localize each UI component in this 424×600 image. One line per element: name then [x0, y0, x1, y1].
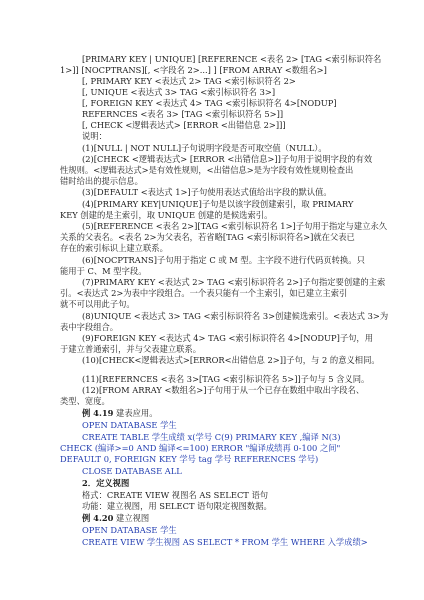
text-line: (3)[DEFAULT <表达式 1>]子句使用表达式值给出字段的默认值。 — [82, 187, 332, 197]
text-line: 就不可以用此子句。 — [60, 299, 135, 309]
text-line: (2)[CHECK <逻辑表达式> [ERROR <出错信息>]]子句用于说明字段的有效 — [82, 154, 373, 164]
text-line: 引。<表达式 2>为表中字段组合。一个表只能有一个主索引，如已建立主索引 — [60, 288, 348, 298]
text-line: 表中字段组合。 — [60, 322, 119, 332]
text-line: 关系的父表名。<表名 2>为父表名，若省略[TAG <索引标识符名>]就在父表已 — [60, 232, 355, 242]
text-line: 于建立普通索引，并与父表建立联系。 — [60, 344, 202, 354]
text-line: OPEN DATABASE 学生 — [82, 420, 177, 430]
text-line: [, PRIMARY KEY <表达式 2> TAG <索引标识符名 2> — [82, 76, 296, 86]
text-line: DEFAULT 0, FOREIGN KEY 学号 tag 学号 REFERENCES 学号) — [60, 454, 319, 464]
text-line: 1>]] [NOCPTRANS][, <字段名 2>...] ] [FROM ARRAY <数组名>] — [60, 65, 327, 75]
text-line: 说明： — [82, 131, 107, 141]
text-line: CREATE VIEW 学生视图 AS SELECT * FROM 学生 WHERE 入学成绩> — [82, 537, 368, 547]
text-line: (11)[REFERNCES <表名 3>[TAG <索引标识符名 5>]]子句与 5 含义同。 — [82, 374, 370, 384]
text-line: 能用于 C、M 型字段。 — [60, 266, 147, 276]
text-line: (1)[NULL | NOT NULL]子句说明字段是否可取空值（NULL）。 — [82, 143, 327, 153]
text-line: (12)[FROM ARRAY <数组名>]子句用于从一个已存在数组中取出字段名、 — [82, 385, 365, 395]
text-line: (4)[PRIMARY KEY|UNIQUE]子句是以该字段创建索引，取 PRIMARY — [82, 199, 354, 209]
text-line: 例 4.20 建立视图 — [82, 513, 150, 523]
text-line: REFERNCES <表名 3> [TAG <索引标识符名 5>]] — [82, 109, 284, 119]
text-line: KEY 创建的是主索引，取 UNIQUE 创建的是候选索引。 — [60, 210, 273, 220]
text-line: [PRIMARY KEY | UNIQUE] [REFERENCE <表名 2> [TAG <索引标识符名 — [82, 54, 382, 64]
text-line: 类型、宽度。 — [60, 396, 110, 406]
text-line: 存在的索引标识上建立联系。 — [60, 243, 168, 253]
text-line: 例 4.19 建表应用。 — [82, 408, 158, 418]
text-line: (5)[REFERENCE <表名 2>][TAG <索引标识符名 1>]子句用于指定与建立永久 — [82, 221, 388, 231]
text-line: (8)UNIQUE <表达式 3> TAG <索引标识符名 3>创建候选索引。<表达式 3>为 — [82, 311, 389, 321]
text-line: [, CHECK <逻辑表达式> [ERROR <出错信息 2>]]] — [82, 120, 286, 130]
text-line: CHECK (编译>=0 AND 编译<=100) ERROR "编译成绩再 0-100 之间" — [60, 443, 341, 453]
text-line: (7)PRIMARY KEY <表达式 2> TAG <索引标识符名 2>]子句指定要创建的主索 — [82, 277, 386, 287]
text-line: [, UNIQUE <表达式 3> TAG <索引标识符名 3>] — [82, 87, 276, 97]
text-line: 性规则。<逻辑表达式>是有效性规则，<出错信息>是为字段有效性规则检查出 — [60, 165, 354, 175]
text-line: 格式：CREATE VIEW 视图名 AS SELECT 语句 — [82, 490, 269, 500]
text-line: CLOSE DATABASE ALL — [82, 466, 182, 476]
text-line: 功能：建立视图，用 SELECT 语句限定视图数据。 — [82, 501, 272, 511]
text-line: 2．定义视图 — [82, 478, 130, 488]
text-line: 错时给出的提示信息。 — [60, 176, 143, 186]
text-line: OPEN DATABASE 学生 — [82, 525, 177, 535]
text-line: [, FOREIGN KEY <表达式 4> TAG <索引标识符名 4>[NODUP] — [82, 98, 337, 108]
text-line: (9)FOREIGN KEY <表达式 4> TAG <索引标识符名 4>[NODUP]子句，用 — [82, 333, 374, 343]
text-line: CREATE TABLE 学生成绩 x(学号 C(9) PRIMARY KEY ,编译 N(3) — [82, 432, 341, 442]
text-line: (6)[NOCPTRANS]子句用于指定 C 或 M 型。主字段不进行代码页转换。只 — [82, 255, 365, 265]
text-line: (10)[CHECK<逻辑表达式>[ERROR<出错信息 2>]]子句，与 2 的意义相同。 — [82, 355, 380, 365]
